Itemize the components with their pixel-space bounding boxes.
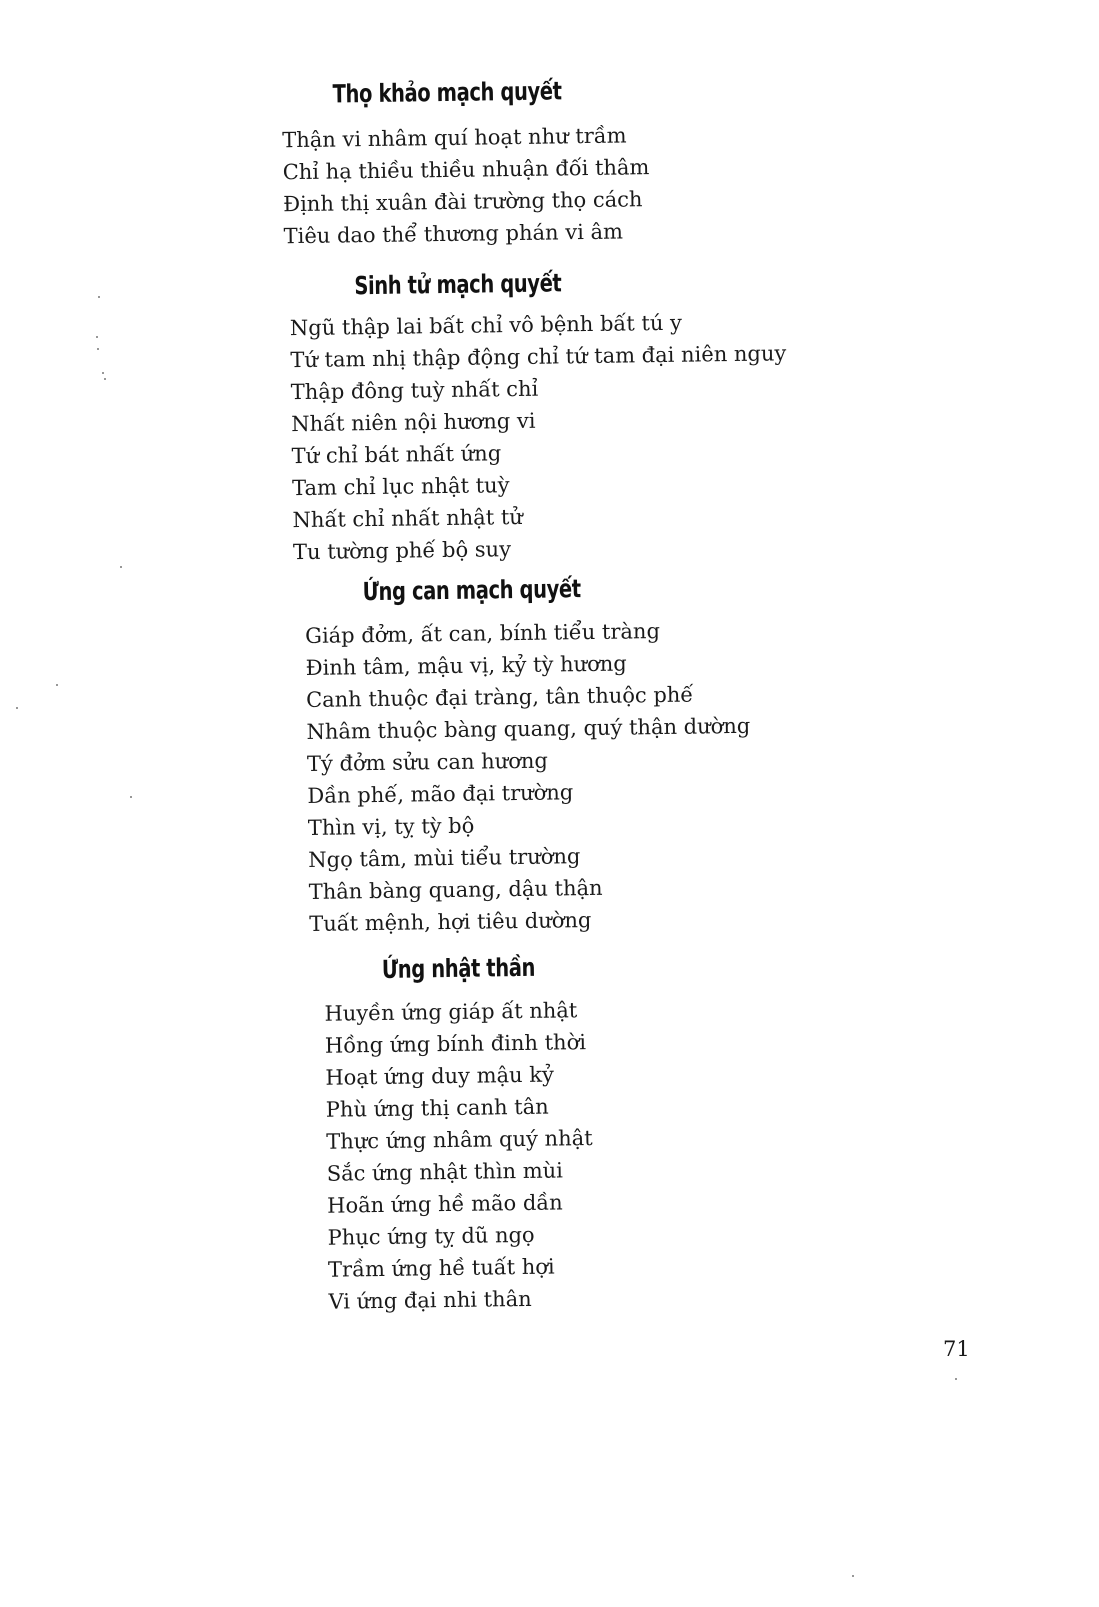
verse-line: Thận vi nhâm quí hoạt như trầm — [282, 123, 627, 153]
scan-speck — [98, 296, 100, 298]
verse-line: Thìn vị, tỵ tỳ bộ — [307, 813, 475, 840]
verse-line: Hoãn ứng hề mão dần — [326, 1190, 563, 1218]
verse-line: Tý đởm sửu can hương — [306, 748, 549, 776]
verse-line: Ngọ tâm, mùi tiểu trường — [308, 844, 581, 872]
section-heading-sinh-tu: Sinh tử mạch quyết — [354, 268, 562, 301]
verse-block-ung-nhat — [324, 994, 595, 1318]
section-heading-ung-can: Ứng can mạch quyết — [362, 574, 581, 607]
verse-line: Tuất mệnh, hợi tiêu dường — [309, 908, 592, 936]
scan-speck — [16, 707, 18, 709]
section-heading-tho-khao: Thọ khảo mạch quyết — [332, 76, 562, 109]
scan-speck — [130, 796, 132, 798]
verse-line: Thân bàng quang, dậu thận — [308, 875, 603, 904]
verse-line: Trầm ứng hề tuất hợi — [327, 1254, 555, 1282]
verse-line: Đinh tâm, mậu vị, kỷ tỳ hương — [305, 651, 627, 680]
verse-block-tho-khao — [282, 119, 650, 252]
verse-line: Định thị xuân đài trường thọ cách — [283, 187, 643, 217]
verse-line: Nhâm thuộc bàng quang, quý thận dường — [306, 713, 751, 744]
scan-speck — [104, 378, 106, 380]
verse-line: Hồng ứng bính đinh thời — [324, 1030, 587, 1058]
verse-line: Canh thuộc đại tràng, tân thuộc phế — [305, 682, 694, 712]
section-heading-ung-nhat: Ứng nhật thần — [381, 952, 536, 984]
scan-speck — [56, 684, 58, 686]
verse-line: Ngũ thập lai bất chỉ vô bệnh bất tú y — [289, 310, 683, 341]
verse-line: Tiêu dao thể thương phán vi âm — [283, 219, 624, 249]
scan-speck — [852, 1575, 854, 1577]
verse-line: Sắc ứng nhật thìn mùi — [326, 1158, 564, 1186]
verse-line: Nhất niên nội hương vi — [291, 408, 536, 437]
verse-line: Phù ứng thị canh tân — [325, 1094, 549, 1122]
verse-line: Chỉ hạ thiều thiều nhuận đối thâm — [282, 155, 650, 185]
verse-line: Phục ứng tỵ dũ ngọ — [327, 1222, 535, 1250]
verse-line: Hoạt ứng duy mậu kỷ — [325, 1062, 555, 1090]
scan-speck — [96, 336, 98, 338]
scan-speck — [102, 372, 104, 374]
verse-line: Giáp đởm, ất can, bính tiểu tràng — [305, 619, 661, 648]
verse-block-sinh-tu — [290, 305, 790, 568]
verse-block-ung-can — [305, 614, 753, 940]
verse-line: Dần phế, mão đại trường — [307, 780, 574, 808]
scan-speck — [120, 566, 122, 568]
verse-line: Nhất chỉ nhất nhật tử — [292, 504, 523, 533]
verse-line: Tam chỉ lục nhật tuỳ — [291, 473, 510, 501]
scan-speck — [97, 348, 99, 350]
verse-line: Thập đông tuỳ nhất chỉ — [290, 376, 539, 405]
verse-line: Tứ chỉ bát nhất ứng — [291, 441, 502, 469]
verse-line: Huyền ứng giáp ất nhật — [324, 998, 578, 1026]
page-number: 71 — [943, 1337, 970, 1361]
verse-line: Thực ứng nhâm quý nhật — [326, 1126, 593, 1154]
verse-line: Tứ tam nhị thập động chỉ tứ tam đại niên nguy — [290, 341, 787, 373]
verse-line: Vi ứng đại nhi thân — [328, 1286, 532, 1314]
scan-speck — [955, 1378, 957, 1380]
verse-line: Tu tường phế bộ suy — [292, 537, 512, 565]
